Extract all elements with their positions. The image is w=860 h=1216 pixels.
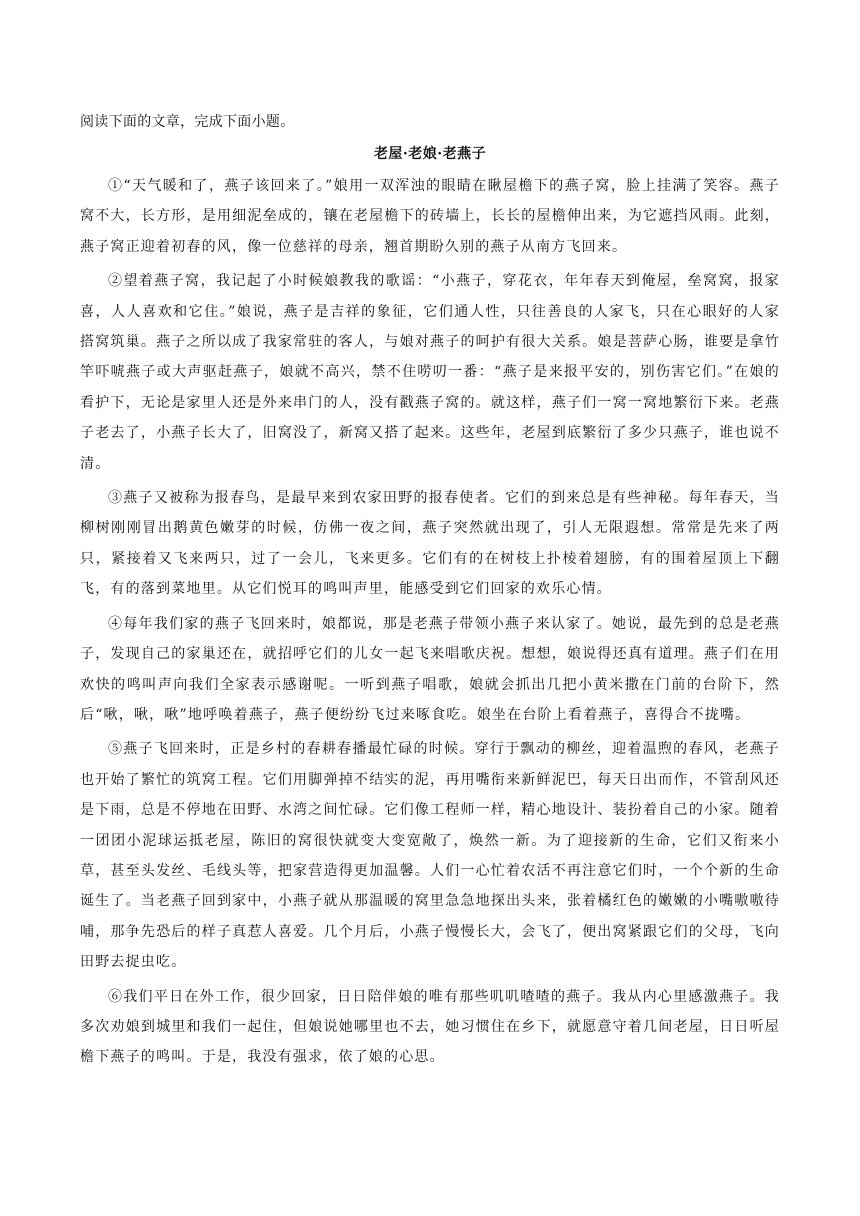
document-page bbox=[80, 107, 780, 1077]
paragraph-4: ④每年我们家的燕子飞回来时，娘都说，那是老燕子带领小燕子来认家了。她说，最先到的总是老燕子，发现自己的家巢还在，就招呼它们的儿女一起飞来唱歌庆祝。想想，娘说得还真有道理。燕子们在用欢快的鸣叫声向我们全家表示感谢呢。一听到燕子唱歌，娘就会抓出几把小黄米撒在门前的台阶下，然后“啾，啾，啾”地呼唤着燕子，燕子便纷纷飞过来啄食吃。娘坐在台阶上看着燕子，喜得合不拢嘴。 bbox=[80, 615, 780, 723]
paragraph-6: ⑥我们平日在外工作，很少回家，日日陪伴娘的唯有那些叽叽喳喳的燕子。我从内心里感激燕子。我多次劝娘到城里和我们一起住，但娘说她哪里也不去，她习惯住在乡下，就愿意守着几间老屋，日日听屋檐下燕子的鸣叫。于是，我没有强求，依了娘的心思。 bbox=[80, 988, 780, 1066]
instruction-text: 阅读下面的文章，完成下面小题。 bbox=[80, 114, 295, 130]
paragraph-5: ⑤燕子飞回来时，正是乡村的春耕春播最忙碌的时候。穿行于飘动的柳丝，迎着温煦的春风，老燕子也开始了繁忙的筑窝工程。它们用脚弹掉不结实的泥，再用嘴衔来新鲜泥巴，每天日出而作，不管刮风还是下雨，总是不停地在田野、水湾之间忙碌。它们像工程师一样，精心地设计、装扮着自己的小家。随着一团团小泥球运抵老屋，陈旧的窝很快就变大变宽敞了，焕然一新。为了迎接新的生命，它们又衔来小草，甚至头发丝、毛线头等，把家营造得更加温馨。人们一心忙着农活不再注意它们时，一个个新的生命诞生了。当老燕子回到家中，小燕子就从那温暖的窝里急急地探出头来，张着橘红色的嫩嫩的小嘴嗷嗷待哺，那争先恐后的样子真惹人喜爱。几个月后，小燕子慢慢长大，会飞了，便出窝紧跟它们的父母，飞向田野去捉虫吃。 bbox=[80, 741, 780, 971]
paragraph-1: ①“天气暖和了，燕子该回来了。”娘用一双浑浊的眼睛在瞅屋檐下的燕子窝，脸上挂满了笑容。燕子窝不大，长方形，是用细泥垒成的，镶在老屋檐下的砖墙上，长长的屋檐伸出来，为它遮挡风雨。此刻，燕子窝正迎着初春的风，像一位慈祥的母亲，翘首期盼久别的燕子从南方飞回来。 bbox=[80, 178, 780, 255]
paragraph-3: ③燕子又被称为报春鸟，是最早来到农家田野的报春使者。它们的到来总是有些神秘。每年春天，当柳树刚刚冒出鹅黄色嫩芽的时候，仿佛一夜之间，燕子突然就出现了，引人无限遐想。常常是先来了两只，紧接着又飞来两只，过了一会儿，飞来更多。它们有的在树枝上扑棱着翅膀，有的围着屋顶上下翻飞，有的落到菜地里。从它们悦耳的鸣叫声里，能感受到它们回家的欢乐心情。 bbox=[80, 490, 780, 598]
paragraph-2: ②望着燕子窝，我记起了小时候娘教我的歌谣：“小燕子，穿花衣，年年春天到俺屋，垒窝窝，报家喜，人人喜欢和它住。”娘说，燕子是吉祥的象征，它们通人性，只往善良的人家飞，只在心眼好的人家搭窝筑巢。燕子之所以成了我家常驻的客人，与娘对燕子的呵护有很大关系。娘是菩萨心肠，谁要是拿竹竿吓唬燕子或大声驱赶燕子，娘就不高兴，禁不住唠叨一番：“燕子是来报平安的，别伤害它们。”在娘的看护下，无论是家里人还是外来串门的人，没有戳燕子窝的。就这样，燕子们一窝一窝地繁衍下来。老燕子老去了，小燕子长大了，旧窝没了，新窝又搭了起来。这些年，老屋到底繁衍了多少只燕子，谁也说不清。 bbox=[80, 273, 780, 472]
article-title: 老屋·老娘·老燕子 bbox=[373, 146, 487, 162]
